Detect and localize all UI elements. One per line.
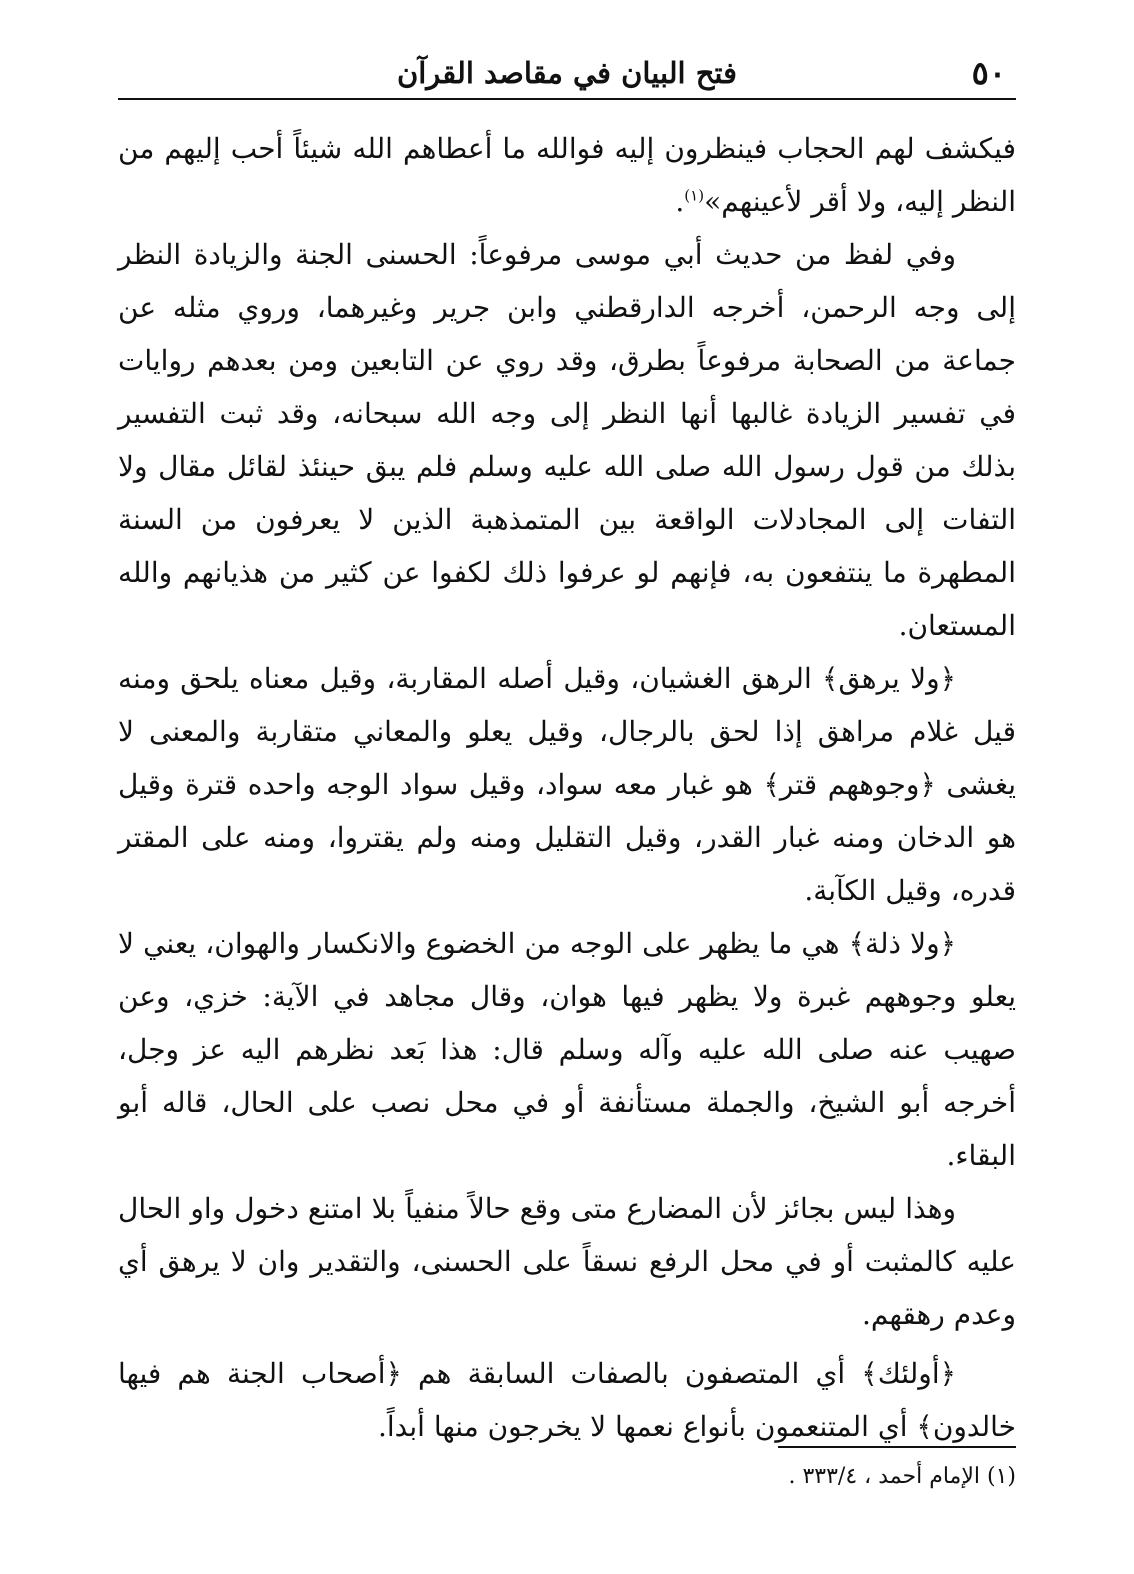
- footnote-separator: [778, 1446, 1016, 1448]
- main-text: [118, 122, 1016, 1453]
- paragraph-6: ﴿أولئك﴾ أي المتصفون بالصفات السابقة هم ﴿أصحاب الجنة هم فيها خالدون﴾ أي المتنعمون بأنواع نعمها لا يخرجون منها أبداً.: [118, 1357, 1016, 1443]
- paragraph-4: ﴿ولا ذلة﴾ هي ما يظهر على الوجه من الخضوع والانكسار والهوان، يعني لا يعلو وجوههم غبرة ولا يظهر فيها هوان، وقال مجاهد في الآية: خزي، وعن صهيب عنه صلى الله عليه وآله وسلم قال: هذا بَعد نظرهم اليه عز وجل، أخرجه أبو الشيخ، والجملة مستأنفة أو في محل نصب على الحال، قاله أبو البقاء.: [118, 927, 1016, 1172]
- page-header: [118, 50, 1016, 100]
- footnote: (١) الإمام أحمد ، ٣٣٣/٤ .: [788, 1464, 1016, 1489]
- running-title: فتح البيان في مقاصد القرآن: [396, 56, 738, 90]
- paragraph-5: وهذا ليس بجائز لأن المضارع متى وقع حالاً منفياً بلا امتنع دخول واو الحال عليه كالمثبت أو في محل الرفع نسقاً على الحسنى، والتقدير وان لا يرهق أي وعدم رهقهم.: [118, 1192, 1017, 1331]
- page-number: ٥٠: [971, 54, 1006, 92]
- paragraph-1: [118, 122, 1016, 228]
- paragraph-1-text: فيكشف لهم الحجاب فينظرون إليه فوالله ما أعطاهم الله شيئاً أحب إليهم من النظر إليه، ولا أقر لأعينهم»: [118, 132, 1016, 218]
- paragraph-2: وفي لفظ من حديث أبي موسى مرفوعاً: الحسنى الجنة والزيادة النظر إلى وجه الرحمن، أخرجه الدارقطني وابن جرير وغيرهما، وروي مثله عن جماعة من الصحابة مرفوعاً بطرق، وقد روي عن التابعين ومن بعدهم روايات في تفسير الزيادة غالبها أنها النظر إلى وجه الله سبحانه، وقد ثبت التفسير بذلك من قول رسول الله صلى الله عليه وسلم فلم يبق حينئذ لقائل مقال ولا التفات إلى المجادلات الواقعة بين المتمذهبة الذين لا يعرفون من السنة المطهرة ما ينتفعون به، فإنهم لو عرفوا ذلك لكفوا عن كثير من هذيانهم والله المستعان.: [118, 238, 1016, 642]
- paragraph-1-end: .: [675, 185, 685, 218]
- paragraph-3: ﴿ولا يرهق﴾ الرهق الغشيان، وقيل أصله المقاربة، وقيل معناه يلحق ومنه قيل غلام مراهق إذا لحق بالرجال، وقيل يعلو والمعاني متقاربة والمعنى لا يغشى ﴿وجوههم قتر﴾ هو غبار معه سواد، وقيل سواد الوجه واحده قترة وقيل هو الدخان ومنه غبار القدر، وقيل التقليل ومنه ولم يقتروا، ومنه على المقتر قدره، وقيل الكآبة.: [118, 662, 1016, 907]
- footnote-reference: (١): [684, 186, 705, 205]
